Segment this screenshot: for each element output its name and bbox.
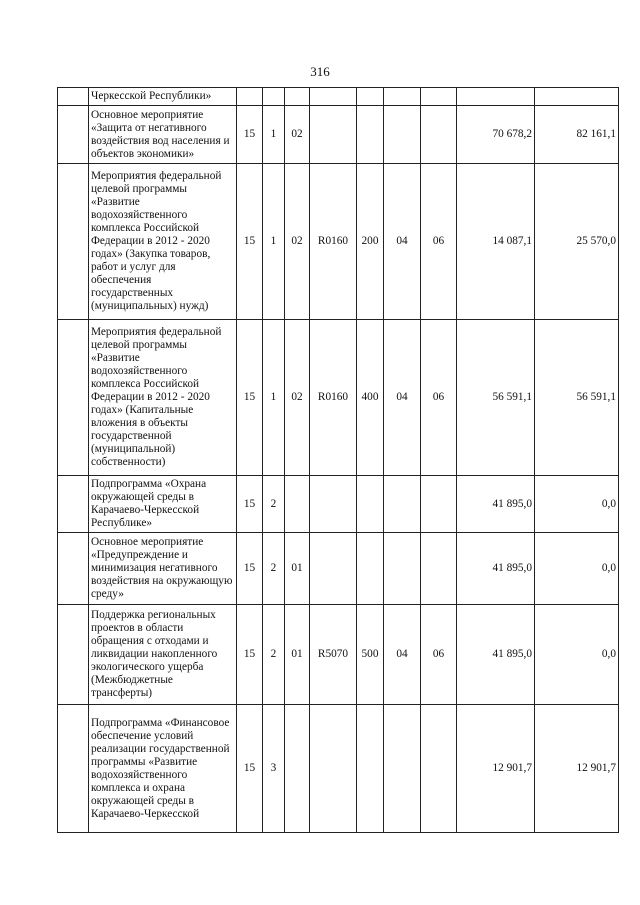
- section-cell: [384, 476, 421, 533]
- section-cell: [384, 705, 421, 833]
- section-cell: 04: [384, 164, 421, 320]
- target-article-cell: [310, 88, 357, 106]
- program-code-cell: 15: [237, 533, 263, 605]
- activity-code-cell: 02: [285, 320, 310, 476]
- amount-year2-cell: 82 161,1: [535, 106, 619, 164]
- subprogram-code-cell: 1: [263, 164, 285, 320]
- page-number: 316: [310, 64, 330, 79]
- expense-type-cell: [357, 705, 384, 833]
- amount-year1-cell: 41 895,0: [457, 476, 535, 533]
- expense-type-cell: [357, 476, 384, 533]
- amount-year2-cell: 12 901,7: [535, 705, 619, 833]
- amount-year1-cell: 14 087,1: [457, 164, 535, 320]
- program-code-cell: 15: [237, 164, 263, 320]
- index-cell: [58, 320, 89, 476]
- expense-type-cell: 400: [357, 320, 384, 476]
- subprogram-code-cell: 2: [263, 605, 285, 705]
- amount-year2-cell: 56 591,1: [535, 320, 619, 476]
- program-code-cell: 15: [237, 705, 263, 833]
- amount-year2-cell: 0,0: [535, 605, 619, 705]
- index-cell: [58, 476, 89, 533]
- subsection-cell: [421, 88, 457, 106]
- amount-year2-cell: [535, 88, 619, 106]
- subprogram-code-cell: 2: [263, 476, 285, 533]
- amount-year1-cell: 41 895,0: [457, 533, 535, 605]
- index-cell: [58, 705, 89, 833]
- amount-year1-cell: 56 591,1: [457, 320, 535, 476]
- program-code-cell: 15: [237, 106, 263, 164]
- item-name-cell: Мероприятия федеральной целевой программы «Развитие водохозяйственного комплекса Российской Федерации в 2012 - 2020 годах» (Закупка товаров, работ и услуг для обеспечения государственных (муниципальных) нужд): [89, 164, 237, 320]
- index-cell: [58, 605, 89, 705]
- section-cell: 04: [384, 605, 421, 705]
- subprogram-code-cell: 1: [263, 106, 285, 164]
- activity-code-cell: 01: [285, 605, 310, 705]
- expense-type-cell: [357, 106, 384, 164]
- program-code-cell: [237, 88, 263, 106]
- index-cell: [58, 88, 89, 106]
- subsection-cell: [421, 705, 457, 833]
- subsection-cell: [421, 533, 457, 605]
- target-article-cell: R0160: [310, 320, 357, 476]
- subsection-cell: 06: [421, 320, 457, 476]
- activity-code-cell: [285, 705, 310, 833]
- subsection-cell: 06: [421, 164, 457, 320]
- item-name-cell: Черкесской Республики»: [89, 88, 237, 106]
- program-code-cell: 15: [237, 476, 263, 533]
- target-article-cell: R0160: [310, 164, 357, 320]
- amount-year1-cell: 70 678,2: [457, 106, 535, 164]
- item-name-cell: Основное мероприятие «Предупреждение и минимизация негативного воздействия на окружающую среду»: [89, 533, 237, 605]
- subprogram-code-cell: 2: [263, 533, 285, 605]
- subprogram-code-cell: [263, 88, 285, 106]
- section-cell: [384, 106, 421, 164]
- amount-year2-cell: 25 570,0: [535, 164, 619, 320]
- item-name-cell: Мероприятия федеральной целевой программы «Развитие водохозяйственного комплекса Российской Федерации в 2012 - 2020 годах» (Капитальные вложения в объекты государственной (муниципальной) собственности): [89, 320, 237, 476]
- index-cell: [58, 164, 89, 320]
- amount-year1-cell: [457, 88, 535, 106]
- activity-code-cell: [285, 88, 310, 106]
- table-row: [58, 476, 619, 533]
- table-row: [58, 705, 619, 833]
- subsection-cell: [421, 106, 457, 164]
- expense-type-cell: 500: [357, 605, 384, 705]
- index-cell: [58, 533, 89, 605]
- item-name-cell: Подпрограмма «Финансовое обеспечение условий реализации государственной программы «Развитие водохозяйственного комплекса и охрана окружающей среды в Карачаево-Черкесской: [89, 705, 237, 833]
- section-cell: [384, 88, 421, 106]
- section-cell: [384, 533, 421, 605]
- table-row: [58, 106, 619, 164]
- target-article-cell: R5070: [310, 605, 357, 705]
- expense-type-cell: 200: [357, 164, 384, 320]
- expense-type-cell: [357, 533, 384, 605]
- program-code-cell: 15: [237, 605, 263, 705]
- section-cell: 04: [384, 320, 421, 476]
- item-name-cell: Поддержка региональных проектов в области обращения с отходами и ликвидации накопленного экологического ущерба (Межбюджетные трансферты): [89, 605, 237, 705]
- activity-code-cell: 01: [285, 533, 310, 605]
- subsection-cell: 06: [421, 605, 457, 705]
- activity-code-cell: 02: [285, 106, 310, 164]
- budget-table: [57, 87, 619, 833]
- expense-type-cell: [357, 88, 384, 106]
- activity-code-cell: [285, 476, 310, 533]
- amount-year2-cell: 0,0: [535, 533, 619, 605]
- target-article-cell: [310, 106, 357, 164]
- program-code-cell: 15: [237, 320, 263, 476]
- amount-year2-cell: 0,0: [535, 476, 619, 533]
- amount-year1-cell: 41 895,0: [457, 605, 535, 705]
- item-name-cell: Основное мероприятие «Защита от негативного воздействия вод населения и объектов экономики»: [89, 106, 237, 164]
- table-row: [58, 605, 619, 705]
- table-row: [58, 164, 619, 320]
- table-row: [58, 320, 619, 476]
- activity-code-cell: 02: [285, 164, 310, 320]
- index-cell: [58, 106, 89, 164]
- amount-year1-cell: 12 901,7: [457, 705, 535, 833]
- subprogram-code-cell: 3: [263, 705, 285, 833]
- target-article-cell: [310, 705, 357, 833]
- table-row: [58, 88, 619, 106]
- item-name-cell: Подпрограмма «Охрана окружающей среды в Карачаево-Черкесской Республике»: [89, 476, 237, 533]
- target-article-cell: [310, 533, 357, 605]
- table-row: [58, 533, 619, 605]
- subprogram-code-cell: 1: [263, 320, 285, 476]
- target-article-cell: [310, 476, 357, 533]
- subsection-cell: [421, 476, 457, 533]
